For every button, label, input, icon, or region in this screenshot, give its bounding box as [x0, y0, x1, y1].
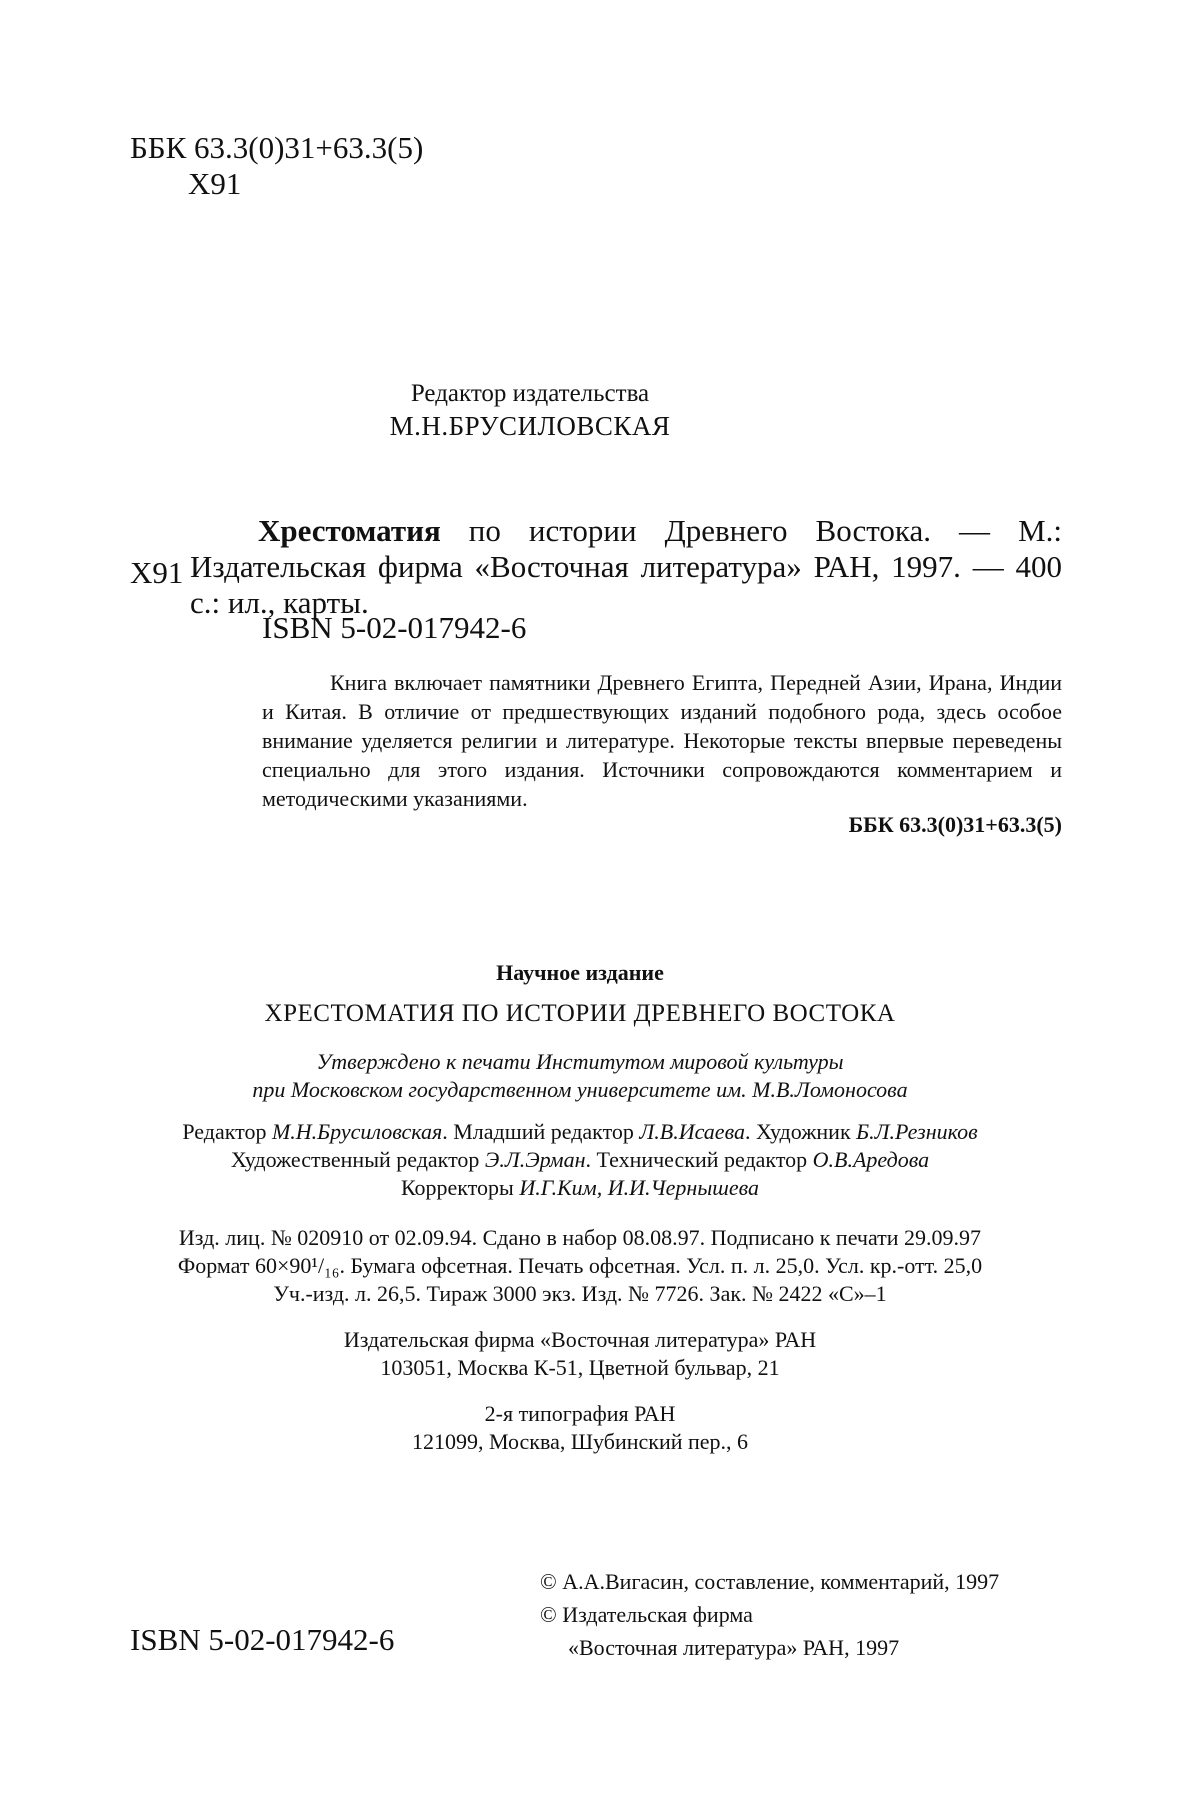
staff-name: Л.В.Исаева [639, 1119, 745, 1144]
print-line-2: Формат 60×90¹/₁₆. Бумага офсетная. Печать офсетная. Усл. п. л. 25,0. Усл. кр.-отт. 25,0 [177, 1253, 983, 1278]
author-mark: Х91 [188, 166, 242, 201]
staff-label: . Художник [744, 1119, 857, 1144]
print-line-1: Изд. лиц. № 020910 от 02.09.94. Сдано в набор 08.08.97. Подписано к печати 29.09.97 [178, 1225, 982, 1250]
bibliographic-record [190, 513, 1062, 621]
bibliographic-author-mark: Х91 [130, 555, 184, 590]
colophon [0, 960, 1200, 1456]
printing-house [0, 1400, 1200, 1456]
print-details [0, 1224, 1200, 1308]
staff-label: Редактор [182, 1119, 272, 1144]
staff-name: Э.Л.Эрман [484, 1147, 586, 1172]
staff-line-3 [0, 1174, 1200, 1202]
staff-label: Корректоры [400, 1175, 520, 1200]
staff-name: М.Н.Брусиловская [271, 1119, 443, 1144]
staff-label: . Младший редактор [442, 1119, 640, 1144]
bbk-classification-top [130, 130, 423, 202]
printing-house-line-1: 2-я типография РАН [484, 1401, 676, 1426]
publisher-line-1: Издательская фирма «Восточная литература» РАН [343, 1327, 817, 1352]
staff-label: Художественный редактор [230, 1147, 485, 1172]
annotation [262, 668, 1062, 813]
bbk-classification-right: ББК 63.3(0)31+63.3(5) [848, 812, 1062, 837]
staff-credits [0, 1118, 1200, 1202]
staff-name: И.Г.Ким, И.И.Чернышева [519, 1175, 760, 1200]
staff-label: . Технический редактор [585, 1147, 813, 1172]
annotation-text: Книга включает памятники Древнего Египта, Передней Азии, Ирана, Индии и Китая. В отличие от предшествующих изданий подобного рода, здесь особое внимание уделяется религии и литературе. Некоторые тексты впервые переведены специально для этого издания. Источники сопровождаются комментарием и методическими указаниями. [262, 670, 1062, 811]
bibliographic-description [190, 513, 1062, 621]
staff-line-1 [0, 1118, 1200, 1146]
editor-label: Редактор издательства [410, 380, 650, 407]
approval-note [0, 1048, 1200, 1104]
publisher-address [0, 1326, 1200, 1382]
copyright-line-3: «Восточная литература» РАН, 1997 [568, 1635, 900, 1660]
copyright-line-1: © А.А.Вигасин, составление, комментарий, 1997 [540, 1569, 1000, 1594]
printing-house-line-2: 121099, Москва, Шубинский пер., 6 [411, 1429, 749, 1454]
book-title-bold: Хрестоматия [258, 513, 441, 548]
editor-name: М.Н.БРУСИЛОВСКАЯ [389, 411, 671, 441]
staff-name: Б.Л.Резников [856, 1119, 978, 1144]
staff-name: О.В.Аредова [812, 1147, 930, 1172]
bibliographic-text: по истории Древнего Востока. — М.: Издательская фирма «Восточная литература» РАН, 1997. — 400 с.: ил., карты. [190, 513, 1062, 620]
approval-line-1: Утверждено к печати Институтом мировой культуры [316, 1049, 844, 1074]
edition-kind: Научное издание [496, 960, 664, 985]
publisher-editor-block [0, 378, 1060, 442]
staff-line-2 [0, 1146, 1200, 1174]
print-line-3: Уч.-изд. л. 26,5. Тираж 3000 экз. Изд. № 7726. Зак. № 2422 «С»–1 [273, 1281, 887, 1306]
isbn-bottom: ISBN 5-02-017942-6 [130, 1622, 395, 1657]
copyright-line-2: © Издательская фирма [540, 1602, 753, 1627]
copyright-block [540, 1565, 999, 1664]
approval-line-2: при Московском государственном университете им. М.В.Ломоносова [252, 1077, 908, 1102]
publisher-line-2: 103051, Москва К-51, Цветной бульвар, 21 [380, 1355, 780, 1380]
bbk-code: ББК 63.3(0)31+63.3(5) [130, 130, 424, 165]
isbn: ISBN 5-02-017942-6 [262, 610, 527, 645]
colophon-title: ХРЕСТОМАТИЯ ПО ИСТОРИИ ДРЕВНЕГО ВОСТОКА [264, 1000, 896, 1027]
